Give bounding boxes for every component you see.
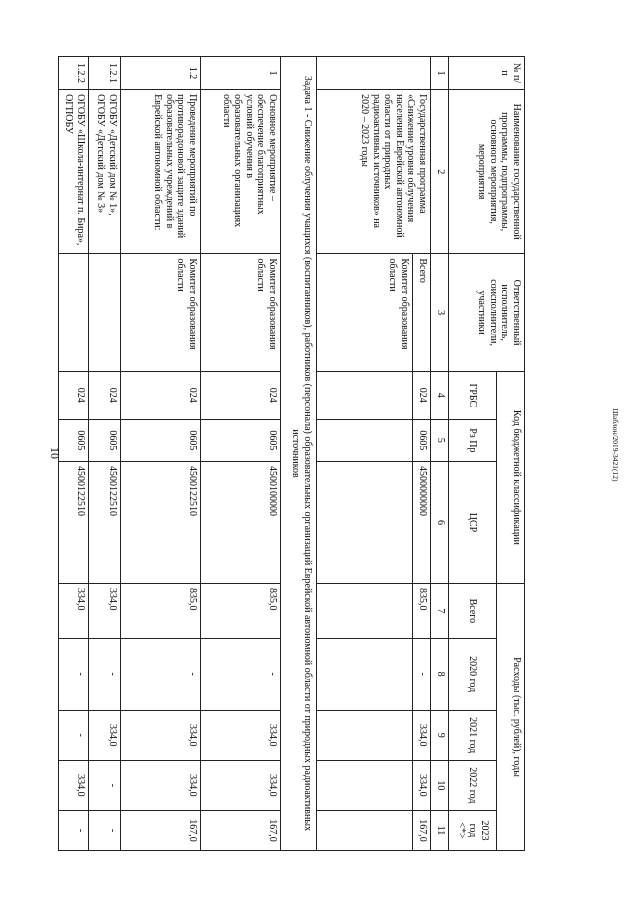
header-num: № п/п [449,57,525,90]
row-num: 1.2.2 [59,57,89,90]
program-2022: 334,0 [413,760,431,810]
colnum-6: 6 [431,461,449,583]
program-resp-committee: Комитет образования области [317,254,413,371]
row-2022: - [89,760,121,810]
row-total: 835,0 [201,583,281,638]
row-total: 835,0 [121,583,201,638]
rotated-table-area [63,56,525,851]
row-2022: 334,0 [201,760,281,810]
row-name: ОГОБУ «Школа-интернат п. Бира», ОГПОБУ [59,90,89,254]
row-csr: 4500122510 [89,461,121,583]
row-name: Проведение мероприятий по противорадоновой защите зданий образовательных учреждений в Еврейской автономной области: [121,90,201,254]
header-bk-group: Код бюджетной классификации [497,371,525,583]
row-2020: - [201,638,281,710]
row-grbs: 024 [121,371,201,419]
row-2023: 167,0 [121,810,201,850]
header-2022: 2022 год [449,760,497,810]
program-num [317,57,431,90]
program-resp-total: Всего [413,254,431,371]
colnum-7: 7 [431,583,449,638]
header-name: Наименование государственной программы, подпрограммы, основного мероприятия, мероприятия [449,90,525,254]
row-rz: 0605 [89,419,121,461]
row-2020: - [121,638,201,710]
table-row [89,57,121,851]
footer-code: Шаблон/2019-3421(12) [611,408,620,482]
header-expenses-group: Расходы (тыс. рублей), годы [497,583,525,850]
program-2021: 334,0 [413,710,431,760]
colnum-4: 4 [431,371,449,419]
colnum-3: 3 [431,254,449,371]
row-2023: - [59,810,89,850]
table-row [121,57,201,851]
row-rz: 0605 [59,419,89,461]
empty-cell [317,710,413,760]
row-2021: - [59,710,89,760]
colnum-5: 5 [431,419,449,461]
row-num: 1 [201,57,281,90]
empty-cell [317,760,413,810]
colnum-9: 9 [431,710,449,760]
task-row [281,57,317,851]
row-csr: 4500122510 [59,461,89,583]
budget-table [58,56,525,851]
row-2020: - [59,638,89,710]
header-grbs: ГРБС [449,371,497,419]
row-grbs: 024 [59,371,89,419]
program-total: 835,0 [413,583,431,638]
row-rz: 0605 [201,419,281,461]
header-2021: 2021 год [449,710,497,760]
program-grbs: 024 [413,371,431,419]
colnum-11: 11 [431,810,449,850]
header-csr: ЦСР [449,461,497,583]
row-name: ОГОБУ «Детский дом № 1», ОГОБУ «Детский дом № 3» [89,90,121,254]
page-number: 10 [48,447,62,459]
row-csr: 4500122510 [121,461,201,583]
row-grbs: 024 [89,371,121,419]
row-2022: 334,0 [59,760,89,810]
row-total: 334,0 [59,583,89,638]
program-name: Государственная программа «Снижение уровня облучения населения Еврейской автономной области от природных радиоактивных источников» на 2020 – 2023 годы [317,90,431,254]
header-total: Всего [449,583,497,638]
row-resp: Комитет образования области [201,254,281,371]
empty-cell [317,583,413,638]
colnum-2: 2 [431,90,449,254]
task-1: Задача 1 - Снижение облучения учащихся (воспитанников), работников (персонала) образовательных организаций Еврейской автономной области от природных радиоактивных источников [281,57,317,851]
row-num: 1.2 [121,57,201,90]
program-csr: 4500000000 [413,461,431,583]
row-resp: Комитет образования области [121,254,201,371]
row-name: Основное мероприятие – обеспечение благоприятных условий обучения в образовательных организациях области [201,90,281,254]
row-csr: 4500100000 [201,461,281,583]
program-2023: 167,0 [413,810,431,850]
header-row-1 [497,57,525,851]
row-num: 1.2.1 [89,57,121,90]
header-rzpr: Рз Пр [449,419,497,461]
program-2020: - [413,638,431,710]
header-responsible: Ответственный исполнитель, соисполнители, участники [449,254,525,371]
colnum-10: 10 [431,760,449,810]
row-2021: 334,0 [121,710,201,760]
row-2022: 334,0 [121,760,201,810]
program-row-total [413,57,431,851]
table-row [59,57,89,851]
column-number-row [431,57,449,851]
colnum-8: 8 [431,638,449,710]
empty-cell [317,419,413,461]
empty-cell [317,638,413,710]
header-2023: 2023 год <*> [449,810,497,850]
row-resp [59,254,89,371]
colnum-1: 1 [431,57,449,90]
empty-cell [317,371,413,419]
row-grbs: 024 [201,371,281,419]
row-2021: 334,0 [201,710,281,760]
empty-cell [317,461,413,583]
row-2021: 334,0 [89,710,121,760]
table-row [201,57,281,851]
row-resp [89,254,121,371]
row-rz: 0605 [121,419,201,461]
program-rz: 0605 [413,419,431,461]
row-2023: 167,0 [201,810,281,850]
empty-cell [317,810,413,850]
row-2020: - [89,638,121,710]
row-total: 334,0 [89,583,121,638]
header-2020: 2020 год [449,638,497,710]
row-2023: - [89,810,121,850]
